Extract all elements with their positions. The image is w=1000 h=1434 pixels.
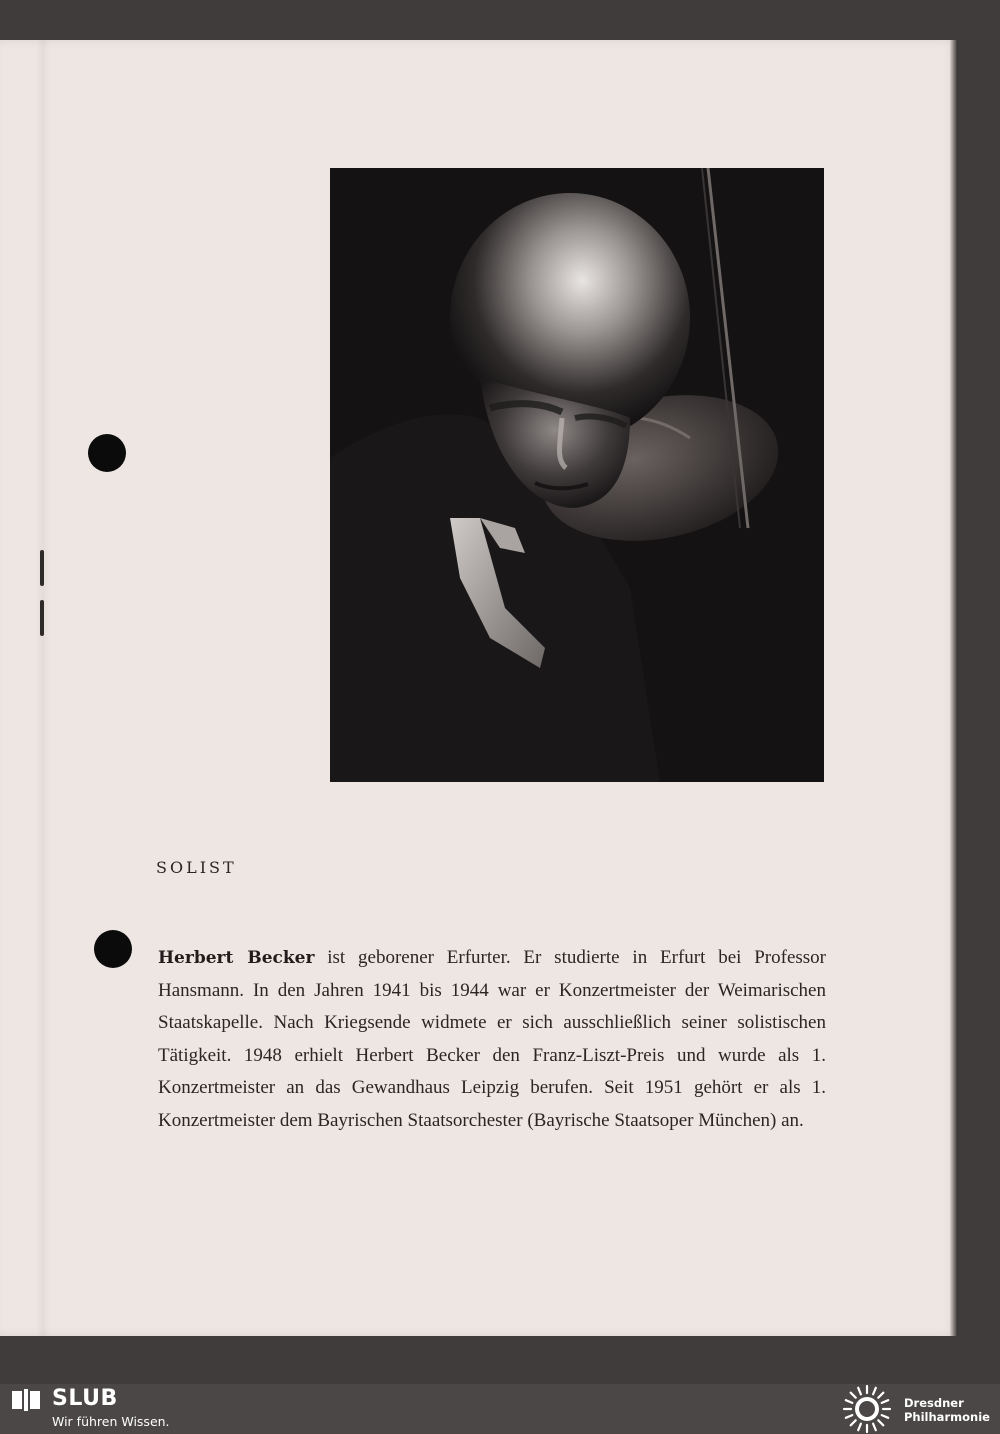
slub-logo-text[interactable]: SLUB: [52, 1386, 118, 1411]
page-edge: [950, 40, 958, 1336]
soloist-name: Herbert Becker: [158, 948, 315, 968]
soloist-biography: [158, 942, 826, 1137]
binding-fold: [36, 40, 50, 1336]
staple: [40, 600, 44, 636]
slub-book-icon[interactable]: [12, 1389, 40, 1411]
sunburst-logo-icon[interactable]: [842, 1384, 892, 1434]
section-heading: SOLIST: [156, 858, 237, 877]
violinist-portrait: [330, 168, 824, 782]
footer-bar: [0, 1384, 1000, 1434]
document-page: [0, 40, 958, 1336]
punch-hole: [88, 434, 126, 472]
soloist-photo: [330, 168, 824, 782]
staple: [40, 550, 44, 586]
dresdner-philharmonie-logo-text[interactable]: [904, 1396, 990, 1424]
punch-hole: [94, 930, 132, 968]
dp-line-2: Philharmonie: [904, 1410, 990, 1424]
slub-tagline: Wir führen Wissen.: [52, 1414, 170, 1429]
biography-text: ist geborener Erfurter. Er studierte in Erfurt bei Professor Hansmann. In den Jahren 1941 bis 1944 war er Konzertmeister der Weimarischen Staatskapelle. Nach Kriegsende widmete er sich ausschließlich seiner solistischen Tätigkeit. 1948 erhielt Herbert Becker den Franz-Liszt-Preis und wurde als 1. Konzertmeister an das Gewandhaus Leipzig berufen. Seit 1951 gehört er als 1. Konzertmeister dem Bayrischen Staatsorchester (Bayrische Staatsoper München) an.: [158, 947, 826, 1131]
dp-line-1: Dresdner: [904, 1396, 964, 1410]
